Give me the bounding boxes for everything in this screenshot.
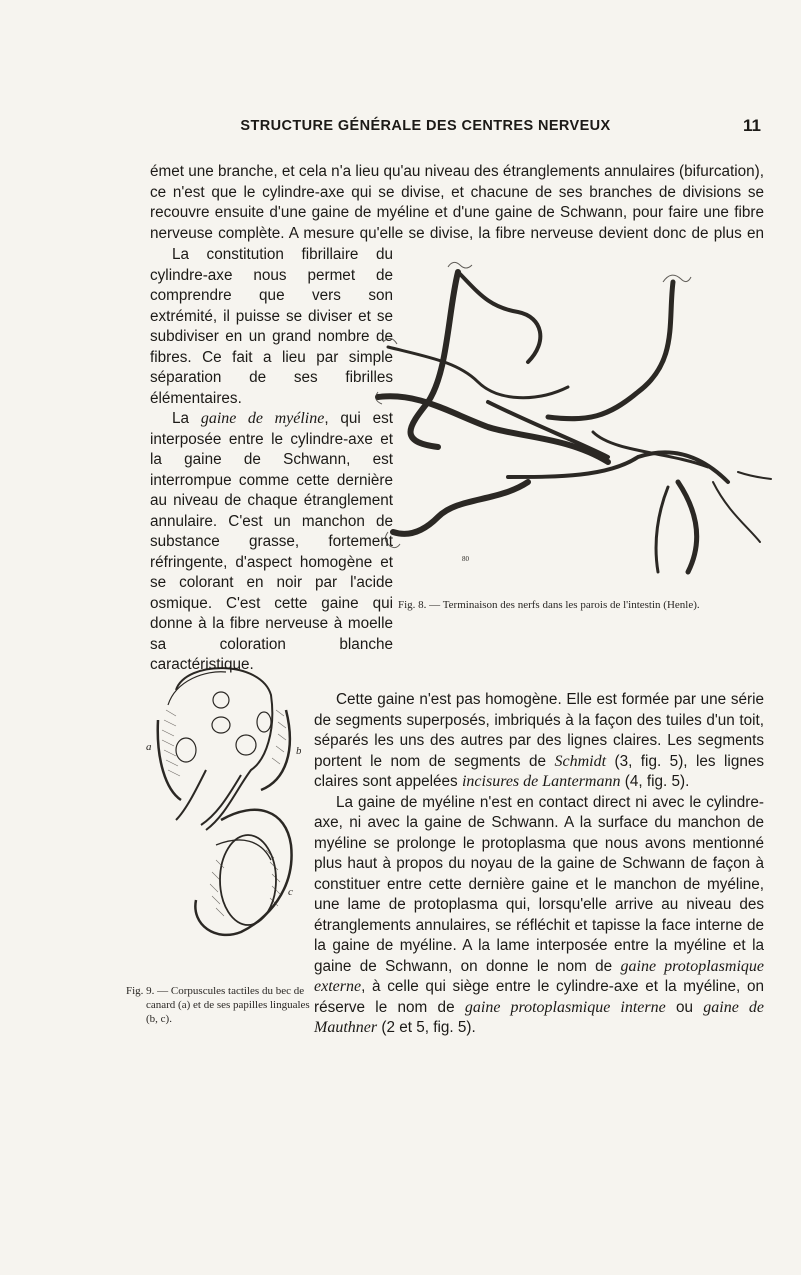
figure-8-nerve-terminations (368, 252, 773, 612)
p1-wide-text: émet une branche, et cela n'a lieu qu'au niveau des étranglements annulaires (bifurcation), ce n'est que le cylindre-axe qui se divise, et chacune de ses branches de divisions se recouvre ensuite d'une gaine de myéline et d'une gaine de Schwann, pour faire une fibre nerveuse complète. A mesure qu'elle se divise, la fibre nerveuse devient donc de plus en (150, 163, 764, 242)
term-gaine-de-myeline: gaine de myéline (200, 410, 325, 427)
running-title: STRUCTURE GÉNÉRALE DES CENTRES NERVEUX (240, 118, 611, 134)
paragraph-4-end: (4, fig. 5). (620, 773, 690, 790)
paragraph-2 (150, 245, 393, 409)
figure-9-label-b: b (296, 745, 301, 757)
paragraph-5-c: ou (665, 998, 704, 1016)
figure-8-caption: Fig. 8. — Terminaison des nerfs dans les parois de l'intestin (Henle). (398, 599, 700, 611)
paragraph-4-lead: Cette gaine n'est pas homogène. Elle est formée par une série de segments superposés, imbriqués à la façon des tuiles d'un toit, séparés les uns des autres par des lignes claires. Les segments portent le nom de segments de (314, 691, 764, 770)
paragraph-5-a: La gaine de myéline n'est en contact direct ni avec le cylindre-axe, ni avec la gaine de Schwann. A la surface du manchon de myéline se prolonge le protoplasma que nous avons mentionné plus haut à propos du noyau de la gaine de Schwann de façon à constituer entre cette dernière gaine et le manchon de myéline, une lame de protoplasma qui, lorsqu'elle arrive au niveau des étranglements annulaires, se réfléchit et tapisse la face interne de la gaine de myéline. A la lame interposée entre la myéline et la gaine de Schwann, on donne le nom de (314, 793, 764, 975)
left-column-text (150, 245, 393, 676)
paragraph-3-lead: La (172, 410, 201, 427)
page-number: 11 (743, 116, 761, 135)
term-gaine-protoplasmique-interne: gaine protoplasmique interne (464, 998, 666, 1016)
term-gaine-protoplasmique-externe: gaine protoplasmique externe (314, 957, 764, 995)
paragraph-2-text: La constitution fibrillaire du cylindre-axe nous permet de comprendre que vers son extrémité, il puisse se diviser et se subdiviser en un grand nombre de fibres. Ce fait a lieu par simple séparation de ses fibrilles élémentaires. (150, 246, 393, 407)
term-incisures-lantermann: incisures de Lantermann (461, 773, 621, 790)
figure-9-tactile-corpuscles (146, 650, 301, 970)
paragraph-4 (314, 690, 764, 793)
paragraph-5-d: (2 et 5, fig. 5). (377, 1019, 476, 1036)
paragraph-1-block (150, 162, 764, 244)
paragraph-5-b: , à celle qui siège entre le cylindre-axe et la myéline, on réserve le nom de (314, 978, 764, 1016)
figure-9-label-a: a (146, 741, 152, 753)
paragraph-4-mid: (3, fig. 5), les lignes claires sont appelées (314, 752, 764, 790)
paragraph-4-full (314, 690, 764, 1039)
figure-9-label-c: c (288, 886, 293, 898)
paragraph-5 (314, 793, 764, 1039)
page-header (150, 118, 761, 142)
figure-9-caption: Fig. 9. — Corpuscules tactiles du bec de canard (a) et de ses papilles linguales (b, c). (126, 985, 310, 1025)
term-schmidt: Schmidt (554, 752, 607, 770)
term-gaine-de-mauthner: gaine de Mauthner (314, 998, 764, 1036)
paragraph-3-rest: , qui est interposée entre le cylindre-axe et la gaine de Schwann, est interrompue comme cette dernière au niveau de chaque étranglement annulaire. C'est un manchon de substance grasse, fortement réfringente, d'aspect homogène et se colorant en noir par l'acide osmique. C'est cette gaine qui donne à la fibre nerveuse à moelle sa coloration blanche caractéristique. (150, 410, 393, 673)
figure-8-scale-label: 80 (462, 555, 469, 563)
paragraph-3 (150, 409, 393, 676)
